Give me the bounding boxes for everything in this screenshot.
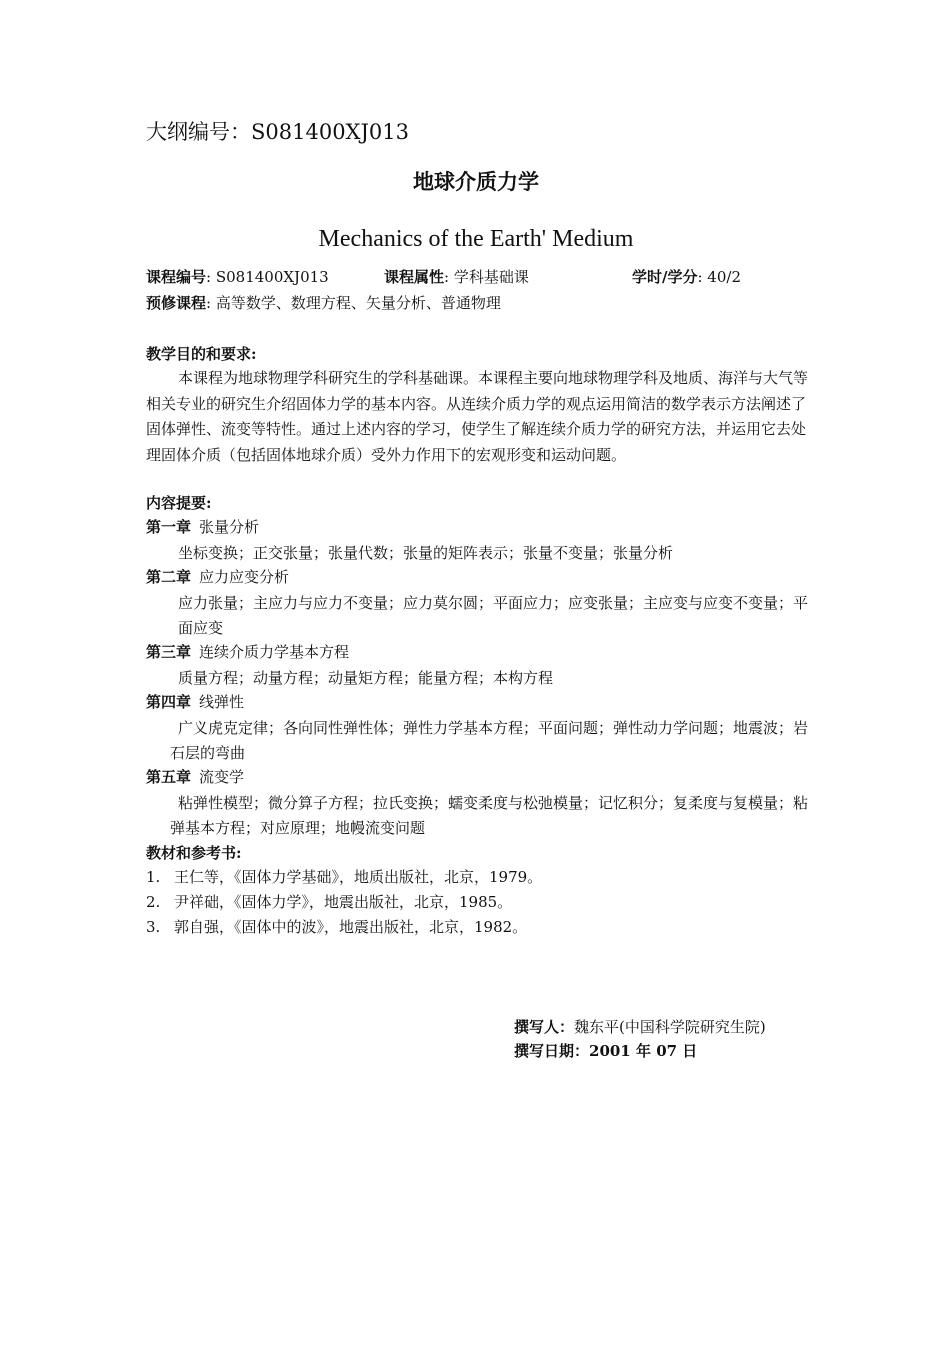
contents-heading: 内容提要: bbox=[146, 494, 212, 512]
reference-number: 1. bbox=[146, 868, 161, 886]
chapter-number: 第一章 bbox=[146, 518, 192, 536]
goals-paragraph: 本课程为地球物理学科研究生的学科基础课。本课程主要向地球物理学科及地质、海洋与大气等相关专业的研究生介绍固体力学的基本内容。从连续介质力学的观点运用简洁的数学表示方法阐述了固体弹性、流变等特性。通过上述内容的学习，使学生了解连续介质力学的研究方法，并运用它去处理固体介质（包括固体地球介质）受外力作用下的宏观形变和运动问题。 bbox=[146, 369, 809, 464]
page-title-english: Mechanics of the Earth' Medium bbox=[318, 226, 634, 252]
chapter-topics: 应力张量；主应力与应力不变量；应力莫尔圆；平面应力；应变张量；主应变与应变不变量；平面应变 bbox=[178, 594, 809, 637]
chapter-title: 线弹性 bbox=[199, 693, 245, 711]
chapter-title: 张量分析 bbox=[199, 518, 260, 536]
course-code-label: 课程编号 bbox=[146, 268, 207, 286]
outline-number: 大纲编号：S081400XJ013 bbox=[146, 120, 410, 144]
reference-item bbox=[146, 916, 527, 937]
reference-text: 王仁等，《固体力学基础》，地质出版社，北京，1979。 bbox=[174, 868, 543, 886]
course-code bbox=[146, 266, 329, 287]
course-code-value: : S081400XJ013 bbox=[206, 268, 329, 286]
course-hours-label: 学时/学分 bbox=[632, 268, 698, 286]
page-title-chinese: 地球介质力学 bbox=[413, 169, 539, 194]
course-hours-value: : 40/2 bbox=[697, 268, 741, 286]
reference-item bbox=[146, 866, 542, 887]
reference-number: 3. bbox=[146, 918, 161, 936]
reference-item bbox=[146, 891, 512, 912]
author-value: 魏东平(中国科学院研究生院) bbox=[574, 1018, 766, 1036]
chapter-heading bbox=[146, 566, 289, 587]
prerequisites-label: 预修课程 bbox=[146, 294, 207, 312]
chapter-topics: 坐标变换；正交张量；张量代数；张量的矩阵表示；张量不变量；张量分析 bbox=[178, 544, 674, 562]
reference-number: 2. bbox=[146, 893, 161, 911]
date-line: 撰写日期：2001 年 07 日 bbox=[514, 1042, 698, 1060]
chapter-number: 第五章 bbox=[146, 768, 192, 786]
chapter-topics: 广义虎克定律；各向同性弹性体；弹性力学基本方程；平面问题；弹性动力学问题；地震波；岩石层的弯曲 bbox=[170, 719, 809, 762]
course-attribute-value: : 学科基础课 bbox=[444, 268, 529, 286]
chapter-number: 第四章 bbox=[146, 693, 192, 711]
course-hours-credits bbox=[632, 266, 741, 287]
reference-text: 尹祥础，《固体力学》，地震出版社，北京，1985。 bbox=[174, 893, 513, 911]
references-heading: 教材和参考书: bbox=[146, 844, 242, 862]
chapter-topics: 质量方程；动量方程；动量矩方程；能量方程；本构方程 bbox=[178, 669, 554, 687]
course-attribute bbox=[384, 266, 529, 287]
chapter-heading bbox=[146, 766, 244, 787]
chapter-number: 第三章 bbox=[146, 643, 192, 661]
prerequisites-value: : 高等数学、数理方程、矢量分析、普通物理 bbox=[206, 294, 501, 312]
chapter-heading bbox=[146, 691, 244, 712]
chapter-title: 连续介质力学基本方程 bbox=[199, 643, 350, 661]
course-attribute-label: 课程属性 bbox=[384, 268, 445, 286]
author-line bbox=[514, 1016, 766, 1037]
chapter-number: 第二章 bbox=[146, 568, 192, 586]
reference-text: 郭自强，《固体中的波》，地震出版社，北京，1982。 bbox=[174, 918, 528, 936]
chapter-title: 流变学 bbox=[199, 768, 245, 786]
chapter-heading bbox=[146, 641, 349, 662]
prerequisites bbox=[146, 292, 501, 313]
author-label: 撰写人： bbox=[514, 1018, 575, 1036]
goals-heading: 教学目的和要求: bbox=[146, 345, 257, 363]
chapter-heading bbox=[146, 516, 259, 537]
chapter-title: 应力应变分析 bbox=[199, 568, 290, 586]
chapter-topics: 粘弹性模型；微分算子方程；拉氏变换；蠕变柔度与松弛模量；记忆积分；复柔度与复模量；粘弹基本方程；对应原理；地幔流变问题 bbox=[170, 794, 809, 837]
